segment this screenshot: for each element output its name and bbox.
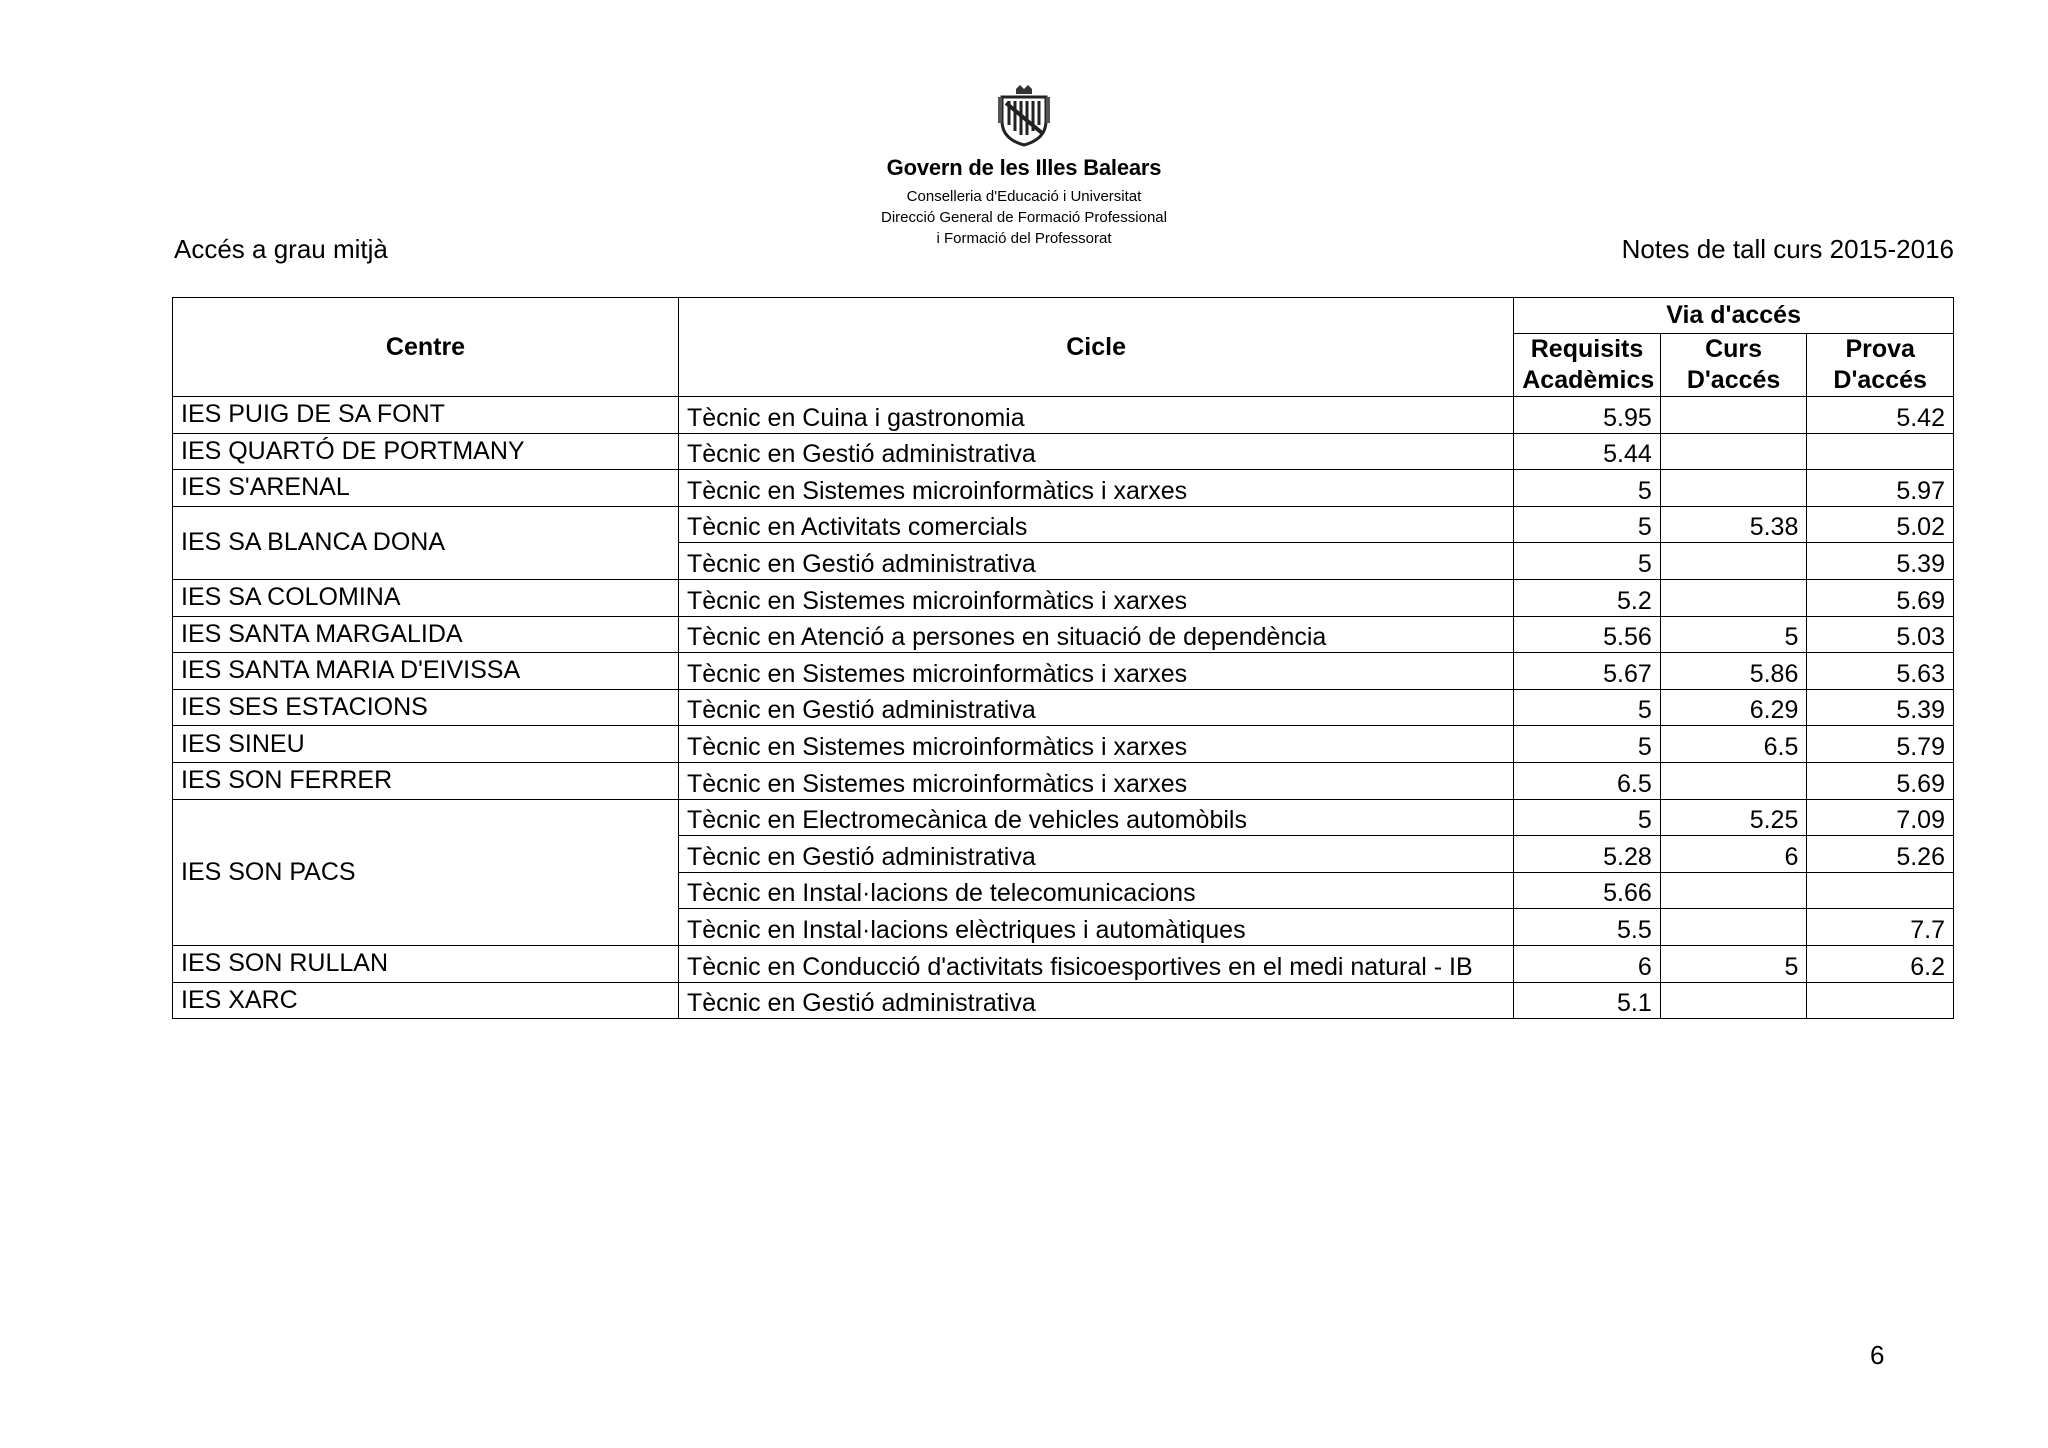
prova-cell [1807,433,1954,470]
prova-cell: 6.2 [1807,945,1954,982]
curs-cell: 5.86 [1660,653,1807,690]
coat-of-arms-icon [996,85,1052,147]
centre-cell: IES SA COLOMINA [173,579,679,616]
organization-line: Conselleria d'Educació i Universitat [906,188,1142,205]
centre-cell: IES S'ARENAL [173,470,679,507]
curs-cell [1660,397,1807,434]
cicle-cell: Tècnic en Sistemes microinformàtics i xarxes [678,653,1513,690]
column-header-line: D'accés [1833,366,1927,394]
centre-cell: IES SANTA MARIA D'EIVISSA [173,653,679,690]
curs-cell: 6.29 [1660,689,1807,726]
table-row [173,762,1954,799]
table-body [173,397,1954,1019]
column-group-via-acces: Via d'accés [1514,298,1954,334]
column-header-line: Acadèmics [1522,366,1655,394]
prova-cell [1807,872,1954,909]
curs-cell: 5 [1660,945,1807,982]
curs-cell: 5 [1660,616,1807,653]
requisits-cell: 5 [1514,543,1661,580]
cicle-cell: Tècnic en Activitats comercials [678,506,1513,543]
curs-cell [1660,982,1807,1019]
prova-cell: 7.09 [1807,799,1954,836]
table-row [173,397,1954,434]
prova-cell: 5.03 [1807,616,1954,653]
cicle-cell: Tècnic en Cuina i gastronomia [678,397,1513,434]
curs-cell [1660,433,1807,470]
curs-cell: 5.25 [1660,799,1807,836]
curs-cell [1660,872,1807,909]
column-header-curs [1660,334,1807,397]
table-row [173,579,1954,616]
cicle-cell: Tècnic en Electromecànica de vehicles automòbils [678,799,1513,836]
requisits-cell: 5.5 [1514,909,1661,946]
centre-cell: IES SES ESTACIONS [173,689,679,726]
requisits-cell: 5 [1514,689,1661,726]
cicle-cell: Tècnic en Gestió administrativa [678,836,1513,873]
column-header-cicle: Cicle [678,298,1513,397]
cicle-cell: Tècnic en Gestió administrativa [678,689,1513,726]
requisits-cell: 5.56 [1514,616,1661,653]
cicle-cell: Tècnic en Instal·lacions elèctriques i automàtiques [678,909,1513,946]
prova-cell: 5.63 [1807,653,1954,690]
requisits-cell: 5 [1514,506,1661,543]
column-header-centre: Centre [173,298,679,397]
page-number: 6 [1870,1340,1885,1370]
table-row [173,470,1954,507]
prova-cell: 5.26 [1807,836,1954,873]
prova-cell: 5.97 [1807,470,1954,507]
column-header-line: Curs [1705,335,1763,363]
table-row [173,653,1954,690]
centre-cell: IES QUARTÓ DE PORTMANY [173,433,679,470]
requisits-cell: 5.1 [1514,982,1661,1019]
cicle-cell: Tècnic en Instal·lacions de telecomunicacions [678,872,1513,909]
curs-cell [1660,579,1807,616]
column-header-line: Requisits [1530,335,1644,363]
cicle-cell: Tècnic en Sistemes microinformàtics i xarxes [678,762,1513,799]
centre-cell: IES SON FERRER [173,762,679,799]
centre-cell: IES XARC [173,982,679,1019]
curs-cell [1660,762,1807,799]
requisits-cell: 5 [1514,799,1661,836]
cicle-cell: Tècnic en Conducció d'activitats fisicoesportives en el medi natural - IB [678,945,1513,982]
requisits-cell: 6.5 [1514,762,1661,799]
centre-cell: IES SON PACS [173,799,679,945]
prova-cell: 5.39 [1807,543,1954,580]
requisits-cell: 5.67 [1514,653,1661,690]
requisits-cell: 5.28 [1514,836,1661,873]
document-subtitle: Notes de tall curs 2015-2016 [1621,234,1954,264]
table-row [173,799,1954,836]
curs-cell [1660,543,1807,580]
prova-cell: 5.69 [1807,579,1954,616]
table-row [173,982,1954,1019]
cicle-cell: Tècnic en Sistemes microinformàtics i xarxes [678,579,1513,616]
centre-cell: IES SINEU [173,726,679,763]
table-row [173,945,1954,982]
document-title: Accés a grau mitjà [174,234,388,264]
cicle-cell: Tècnic en Gestió administrativa [678,543,1513,580]
centre-cell: IES SANTA MARGALIDA [173,616,679,653]
organization-name: Govern de les Illes Balears [886,155,1162,180]
cicle-cell: Tècnic en Atenció a persones en situació de dependència [678,616,1513,653]
cicle-cell: Tècnic en Sistemes microinformàtics i xarxes [678,470,1513,507]
cutoff-grades-table [172,297,1954,1019]
curs-cell [1660,470,1807,507]
curs-cell [1660,909,1807,946]
prova-cell: 5.69 [1807,762,1954,799]
cicle-cell: Tècnic en Sistemes microinformàtics i xarxes [678,726,1513,763]
prova-cell: 7.7 [1807,909,1954,946]
column-header-requisits [1514,334,1661,397]
requisits-cell: 5 [1514,470,1661,507]
curs-cell: 6.5 [1660,726,1807,763]
prova-cell: 5.39 [1807,689,1954,726]
column-header-line: D'accés [1686,366,1781,394]
cicle-cell: Tècnic en Gestió administrativa [678,982,1513,1019]
table-row [173,616,1954,653]
centre-cell: IES SON RULLAN [173,945,679,982]
table-header [173,298,1954,397]
organization-subtitle [780,186,1268,249]
prova-cell [1807,982,1954,1019]
requisits-cell: 6 [1514,945,1661,982]
prova-cell: 5.79 [1807,726,1954,763]
table-row [173,433,1954,470]
centre-cell: IES SA BLANCA DONA [173,506,679,579]
requisits-cell: 5.44 [1514,433,1661,470]
requisits-cell: 5.2 [1514,579,1661,616]
requisits-cell: 5.66 [1514,872,1661,909]
organization-line: i Formació del Professorat [936,230,1112,247]
curs-cell: 5.38 [1660,506,1807,543]
curs-cell: 6 [1660,836,1807,873]
requisits-cell: 5 [1514,726,1661,763]
table-row [173,726,1954,763]
requisits-cell: 5.95 [1514,397,1661,434]
table-row [173,689,1954,726]
prova-cell: 5.42 [1807,397,1954,434]
letterhead [780,85,1268,249]
cicle-cell: Tècnic en Gestió administrativa [678,433,1513,470]
column-header-prova [1807,334,1954,397]
table-row [173,506,1954,543]
centre-cell: IES PUIG DE SA FONT [173,397,679,434]
organization-line: Direcció General de Formació Professional [881,209,1167,226]
column-header-line: Prova [1845,335,1915,363]
prova-cell: 5.02 [1807,506,1954,543]
